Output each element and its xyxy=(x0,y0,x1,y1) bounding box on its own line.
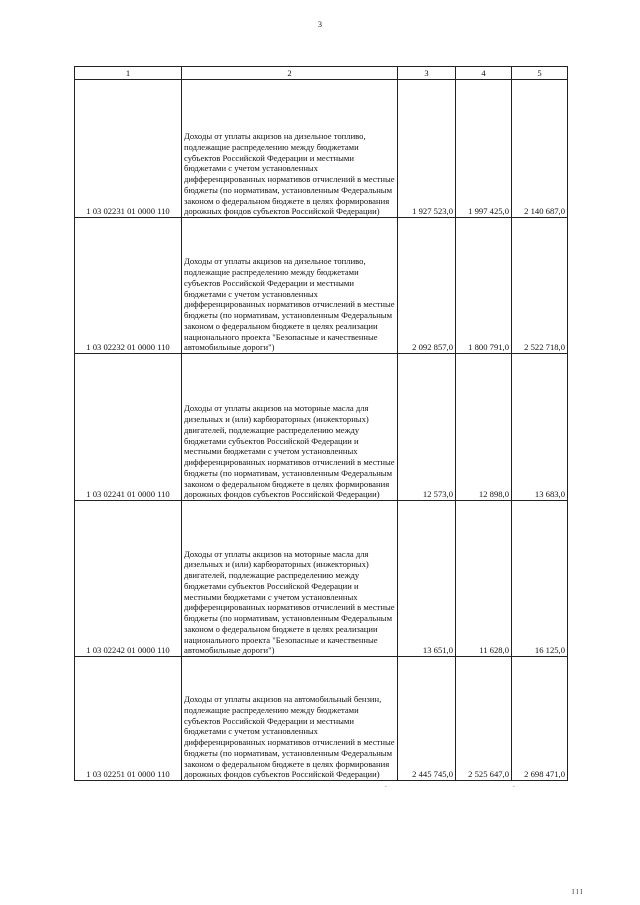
amount-col4: 12 898,0 xyxy=(456,354,512,501)
revenue-description: Доходы от уплаты акцизов на автомобильный бензин, подлежащие распределению между бюджетами субъектов Российской Федерации и местными бюджетами с учетом установленных дифференцированных нормативов отчислений в местные бюджеты (по нормативам, установленным Федеральным законом о федеральном бюджете в целях формирования дорожных фондов субъектов Российской Федерации) xyxy=(182,657,398,781)
revenue-description: Доходы от уплаты акцизов на моторные масла для дизельных и (или) карбюраторных (инжекторных) двигателей, подлежащие распределению между бюджетами субъектов Российской Федерации и местными бюджетами с учетом установленных дифференцированных нормативов отчислений в местные бюджеты (по нормативам, установленным Федеральным законом о федеральном бюджете в целях формирования дорожных фондов субъектов Российской Федерации) xyxy=(182,354,398,501)
scan-dot: . xyxy=(385,781,387,789)
amount-col4: 11 628,0 xyxy=(456,501,512,657)
table-row xyxy=(75,80,568,218)
table-row xyxy=(75,657,568,781)
amount-col3: 13 651,0 xyxy=(398,501,456,657)
amount-col4: 1 997 425,0 xyxy=(456,80,512,218)
amount-col5: 2 522 718,0 xyxy=(512,218,568,354)
page-number: 3 xyxy=(318,20,322,29)
amount-col5: 13 683,0 xyxy=(512,354,568,501)
footer-mark: I I I xyxy=(572,888,583,896)
table-header-row xyxy=(75,67,568,80)
amount-col3: 2 092 857,0 xyxy=(398,218,456,354)
budget-code: 1 03 02241 01 0000 110 xyxy=(75,354,182,501)
column-header: 3 xyxy=(398,67,456,80)
revenue-description: Доходы от уплаты акцизов на дизельное топливо, подлежащие распределению между бюджетами субъектов Российской Федерации и местными бюджетами с учетом установленных дифференцированных нормативов отчислений в местные бюджеты (по нормативам, установленным Федеральным законом о федеральном бюджете в целях формирования дорожных фондов субъектов Российской Федерации) xyxy=(182,80,398,218)
revenue-description: Доходы от уплаты акцизов на моторные масла для дизельных и (или) карбюраторных (инжекторных) двигателей, подлежащие распределению между бюджетами субъектов Российской Федерации и местными бюджетами с учетом установленных дифференцированных нормативов отчислений в местные бюджеты (по нормативам, установленным Федеральным законом о федеральном бюджете в целях реализации национального проекта "Безопасные и качественные автомобильные дороги") xyxy=(182,501,398,657)
amount-col3: 2 445 745,0 xyxy=(398,657,456,781)
amount-col3: 12 573,0 xyxy=(398,354,456,501)
revenue-description: Доходы от уплаты акцизов на дизельное топливо, подлежащие распределению между бюджетами субъектов Российской Федерации и местными бюджетами с учетом установленных дифференцированных нормативов отчислений в местные бюджеты (по нормативам, установленным Федеральным законом о федеральном бюджете в целях реализации национального проекта "Безопасные и качественные автомобильные дороги") xyxy=(182,218,398,354)
amount-col4: 2 525 647,0 xyxy=(456,657,512,781)
amount-col5: 2 140 687,0 xyxy=(512,80,568,218)
amount-col5: 16 125,0 xyxy=(512,501,568,657)
budget-code: 1 03 02231 01 0000 110 xyxy=(75,80,182,218)
column-header: 1 xyxy=(75,67,182,80)
amount-col4: 1 800 791,0 xyxy=(456,218,512,354)
budget-code: 1 03 02251 01 0000 110 xyxy=(75,657,182,781)
column-header: 4 xyxy=(456,67,512,80)
column-header: 5 xyxy=(512,67,568,80)
amount-col3: 1 927 523,0 xyxy=(398,80,456,218)
table-row xyxy=(75,501,568,657)
table-row xyxy=(75,354,568,501)
scan-dot: . xyxy=(513,781,515,789)
column-header: 2 xyxy=(182,67,398,80)
table-row xyxy=(75,218,568,354)
budget-code: 1 03 02242 01 0000 110 xyxy=(75,501,182,657)
budget-code: 1 03 02232 01 0000 110 xyxy=(75,218,182,354)
budget-revenue-table xyxy=(74,66,568,781)
amount-col5: 2 698 471,0 xyxy=(512,657,568,781)
